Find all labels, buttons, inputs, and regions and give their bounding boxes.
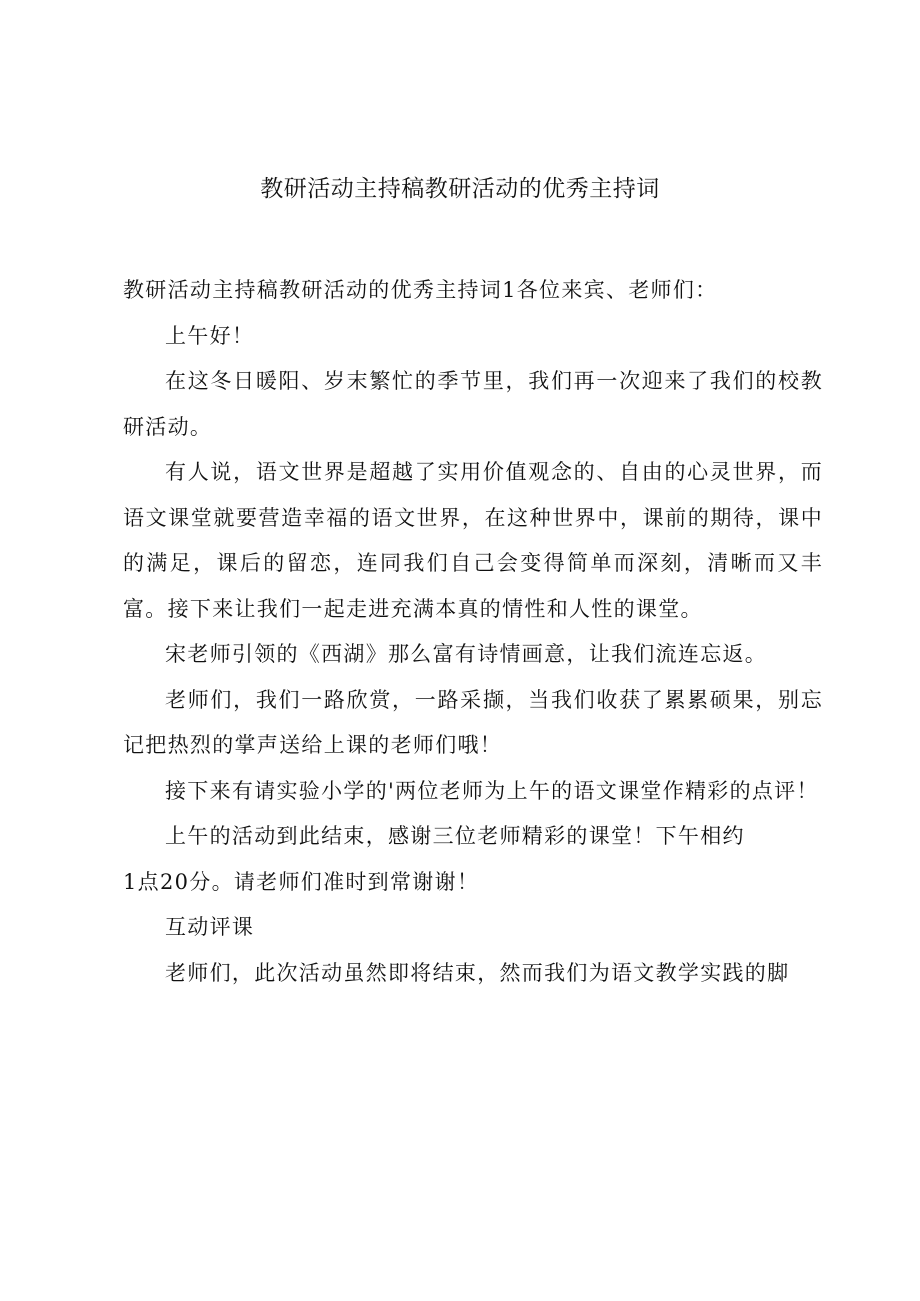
paragraph-closing: 老师们，此次活动虽然即将结束，然而我们为语文教学实践的脚 xyxy=(165,960,790,985)
paragraph-intro: 教研活动主持稿教研活动的优秀主持词1各位来宾、老师们： xyxy=(123,278,718,302)
paragraph-opening: 在这冬日暖阳、岁末繁忙的季节里，我们再一次迎来了我们的校教研活动。 xyxy=(123,369,823,439)
document-body xyxy=(123,268,823,996)
paragraph-greeting: 上午好！ xyxy=(165,323,255,348)
paragraph-afternoon-time: 1点20分。请老师们准时到常谢谢！ xyxy=(123,869,480,894)
paragraph-west-lake: 宋老师引领的《西湖》那么富有诗情画意，让我们流连忘返。 xyxy=(165,642,768,666)
paragraph-interactive-review: 互动评课 xyxy=(165,915,255,939)
paragraph-morning-end: 上午的活动到此结束，感谢三位老师精彩的课堂！下午相约 xyxy=(165,824,745,848)
paragraph-applause: 老师们，我们一路欣赏，一路采撷，当我们收获了累累硕果，别忘记把热烈的掌声送给上课的老师们哦！ xyxy=(123,687,823,757)
paragraph-chinese-world: 有人说，语文世界是超越了实用价值观念的、自由的心灵世界，而语文课堂就要营造幸福的语文世界，在这种世界中，课前的期待，课中的满足，课后的留恋，连同我们自己会变得简单而深刻，清晰而又丰富。接下来让我们一起走进充满本真的情性和人性的课堂。 xyxy=(123,460,823,621)
document-title: 教研活动主持稿教研活动的优秀主持词 xyxy=(260,176,660,202)
paragraph-review-invite: 接下来有请实验小学的'两位老师为上午的语文课堂作精彩的点评！ xyxy=(165,778,819,803)
